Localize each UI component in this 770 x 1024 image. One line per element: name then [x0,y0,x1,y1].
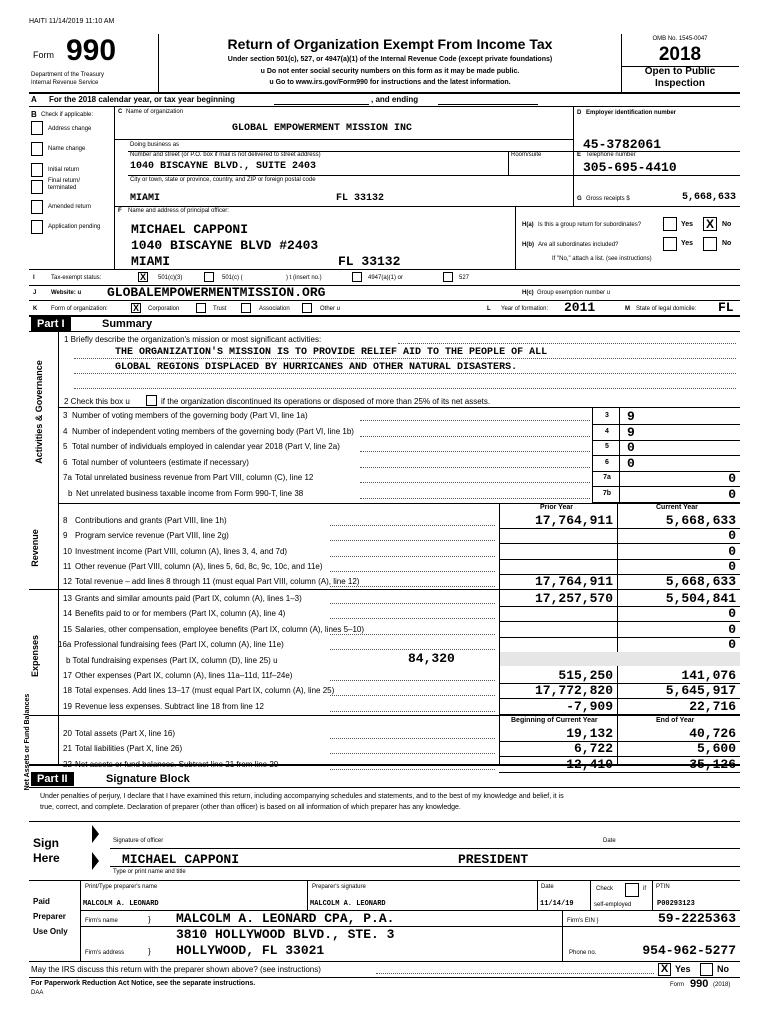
fin-line-number: 17 [63,671,72,680]
side-activities-governance: Activities & Governance [34,360,44,464]
state-zip: FL 33132 [336,193,385,204]
fin-row-rule [499,772,740,773]
gov-line-leader [360,482,590,483]
fin-line-leader [330,711,495,712]
fin-line-text: Benefits paid to or for members (Part IX, column (A), line 4) [75,609,286,619]
fin-line-number: 13 [63,594,72,603]
omb-number: OMB No. 1545-0047 [652,36,708,42]
prior-year-value: 17,257,570 [534,591,613,606]
tax-year: 2018 [658,44,702,65]
year-formation-value: 2011 [564,300,596,315]
gov-line-leader [360,467,590,468]
address-change-checkbox[interactable] [31,121,43,135]
other-org-checkbox[interactable] [302,303,312,313]
other-org-label: Other u [320,306,341,312]
year-formation-label: Year of formation: [501,306,549,312]
group-exemption-label: Group exemption number u [537,290,611,296]
corporation-label: Corporation [148,306,180,312]
preparer-name: MALCOLM A. LEONARD [83,900,159,908]
preparer-sig-label: Preparer's signature [312,884,366,890]
fin-line-text: Salaries, other compensation, employee benefits (Part IX, column (A), lines 5–10) [75,624,365,634]
officer-state-zip: FL 33132 [338,254,401,269]
association-checkbox[interactable] [241,303,251,313]
firm-address-label: Firm's address [85,950,125,956]
ptin-label: PTIN [656,884,670,890]
open-public-2: Inspection [654,78,705,89]
fin-line-leader [330,649,495,650]
address-change-label: Address change [48,126,92,132]
name-change-checkbox[interactable] [31,142,43,156]
officer-signature-label: Signature of officer [113,838,164,844]
insert-no-label: ) t (insert no.) [286,275,322,281]
gov-line-text: Total number of volunteers (estimate if necessary) [72,458,249,467]
fin-line-number: 12 [63,577,72,587]
fin-line-leader [330,753,495,754]
footer-form-number: 990 [690,978,709,990]
firm-name-brace: } [148,915,151,924]
gov-line-value: 0 [627,456,635,471]
gov-line-box-label: 3 [605,412,609,419]
trust-label: Trust [213,306,227,312]
gov-line-box-label: 5 [605,443,609,450]
line-m-label: M [625,306,630,312]
dept-treasury: Department of the Treasury [31,72,105,78]
org-name-label: Name of organization [126,109,184,115]
website-value[interactable]: GLOBALEMPOWERMENTMISSION.ORG [107,285,326,300]
ein-value: 45-3782061 [583,137,662,152]
line-i-label: I [33,275,35,281]
501c-checkbox[interactable] [204,272,214,282]
prior-year-value: 515,250 [558,668,613,683]
fin-line-number: 19 [63,701,72,711]
gov-line-value: 0 [728,487,736,502]
hb-label: H(b) [522,242,534,248]
mission-line-2: GLOBAL REGIONS DISPLACED BY HURRICANES AND OTHER NATURAL DISASTERS. [115,362,518,373]
header-divider-left [158,34,159,92]
prior-year-value: -7,909 [566,698,613,714]
gov-line-text: Number of independent voting members of the governing body (Part VI, line 1b) [72,427,354,436]
fin-line-text: Total revenue – add lines 8 through 11 (must equal Part VIII, column (A), line 12) [75,577,360,587]
fin-line-text: Other expenses (Part IX, column (A), lines 11a–11d, 11f–24e) [75,671,293,680]
initial-return-checkbox[interactable] [31,163,43,177]
gov-line-number: 5 [63,442,68,451]
firm-ein-label: Firm's EIN } [567,918,599,924]
fin-line-number: 15 [63,624,72,634]
fin-line-leader [330,738,495,739]
fin-line-text: Program service revenue (Part VIII, line 2g) [75,531,229,541]
here-label: Here [33,851,60,865]
domicile-value: FL [718,300,734,315]
preparer-label: Preparer [33,912,66,921]
gov-line-box-label: 7b [602,490,612,497]
association-label: Association [259,306,290,312]
penalty-text-2: true, correct, and complete. Declaration of preparer (other than officer) is based on all information of which preparer has any knowledge. [40,804,461,811]
line16b-text: b Total fundraising expenses (Part IX, column (D), line 25) u [66,656,278,665]
fin-line-number: 16a [58,639,72,649]
penalty-text-1: Under penalties of perjury, I declare that I have examined this return, including accompanying schedules and statements, and to the best of my knowledge and belief, it is [40,793,564,800]
paid-label: Paid [33,897,50,906]
line1-text: 1 Briefly describe the organization's mission or most significant activities: [64,335,322,344]
prior-year-value: 12,410 [566,756,613,772]
type-name-title-label: Type or print name and title [113,869,186,875]
fin-line-leader [330,603,495,604]
hb-yes-checkbox[interactable] [663,237,677,251]
print-stamp: HAITI 11/14/2019 11:10 AM [29,18,115,25]
gov-line-leader [360,436,590,437]
fin-line-text: Professional fundraising fees (Part IX, column (A), line 11e) [74,639,284,649]
form-title: Return of Organization Exempt From Income Tax [227,36,553,52]
mission-line-1: THE ORGANIZATION'S MISSION IS TO PROVIDE RELIEF AID TO THE PEOPLE OF ALL [115,347,548,358]
g-label: G [577,196,582,202]
fin-line-text: Contributions and grants (Part VIII, line 1h) [75,516,227,525]
if-label: if [643,886,646,892]
501c-label: 501(c) ( [222,275,243,281]
discuss-yes-label: Yes [675,964,691,974]
form-of-org-label: Form of organization: [51,306,108,312]
preparer-date: 11/14/19 [540,900,574,908]
gov-line-number: 6 [63,458,68,467]
footer-form-year: (2018) [713,982,731,988]
paperwork-notice: For Paperwork Reduction Act Notice, see the separate instructions. [31,980,256,987]
ha-label: H(a) [522,222,534,228]
prior-year-value: 17,764,911 [534,574,613,590]
line-a-text: For the 2018 calendar year, or tax year beginning [49,95,235,104]
prior-year-value: 19,132 [566,726,613,741]
line2-text-b: if the organization discontinued its operations or disposed of more than 25% of its net assets. [161,397,491,406]
current-year-value: 40,726 [689,726,736,741]
fin-line-text: Revenue less expenses. Subtract line 18 from line 12 [75,701,264,711]
current-year-value: 5,645,917 [665,683,736,699]
street-label: Number and street (or P.O. box if mail is not delivered to street address) [130,152,321,158]
side-revenue: Revenue [30,529,40,567]
line-j-label: J [33,290,37,296]
prior-year-value: 17,772,820 [534,683,613,699]
e-label: E [577,152,582,158]
end-year-header: End of Year [656,717,695,724]
officer-signature-line[interactable] [110,848,740,849]
current-year-value: 5,668,633 [665,574,736,590]
current-year-value: 5,600 [696,741,736,757]
discuss-question: May the IRS discuss this return with the preparer shown above? (see instructions) [31,965,321,974]
current-year-value: 22,716 [689,698,736,714]
part1-title: Summary [102,318,153,330]
gov-line-box-label: 6 [605,459,609,466]
final-return-checkbox[interactable] [31,180,43,194]
amended-return-label: Amended return [48,204,92,210]
current-year-value: 5,668,633 [665,513,736,528]
fin-line-leader [330,695,495,696]
fin-line-leader [330,556,495,557]
gov-box-divider [592,407,593,503]
preparer-date-label: Date [541,884,554,890]
fin-line-number: 9 [63,531,68,541]
revenue-section-rule [29,589,740,590]
gov-line-number: b [68,489,73,498]
hc-label: H(c) [522,290,534,296]
footer-form-word: Form [670,982,684,988]
prior-year-value: 17,764,911 [534,513,613,528]
hb-note: If "No," attach a list. (see instructions) [552,256,652,262]
application-pending-label: Application pending [48,224,101,230]
ha-question: Is this a group return for subordinates? [538,222,642,228]
fin-line-leader [330,571,495,572]
room-suite-label: Room/suite [511,152,542,158]
firm-name: MALCOLM A. LEONARD CPA, P.A. [176,911,395,926]
final-return-label: Final return/ terminated [48,178,81,191]
current-year-value: 5,504,841 [665,591,736,606]
gov-line-box-label: 7a [603,474,611,481]
gov-line-value: 9 [627,409,635,424]
current-year-value: 141,076 [681,668,736,683]
fin-line-text: Other revenue (Part VIII, column (A), lines 5, 6d, 8c, 9c, 10c, and 11e) [75,561,323,571]
hb-no-checkbox[interactable] [703,237,717,251]
firm-ein: 59-2225363 [657,911,736,926]
line-l-label: L [487,306,491,312]
hb-yes-label: Yes [681,240,694,247]
current-year-value: 0 [728,558,736,574]
city: MIAMI [130,193,161,204]
prior-year-value: 6,722 [573,741,613,757]
preparer-signature: MALCOLM A. LEONARD [310,900,386,908]
gov-box-divider [619,407,620,503]
discontinued-checkbox[interactable] [146,395,157,406]
officer-label: Name and address of principal officer: [128,208,229,214]
current-year-value: 0 [728,606,736,622]
officer-address: 1040 BISCAYNE BLVD #2403 [131,238,319,253]
line2-text: 2 Check this box u [64,397,130,406]
fin-line-leader [330,634,495,635]
ha-yes-label: Yes [681,221,694,228]
fin-line-number: 20 [63,729,72,738]
c-label: C [118,109,123,115]
side-expenses: Expenses [30,634,40,678]
4947-label: 4947(a)(1) or [368,275,404,281]
line16b-value: 84,320 [408,651,455,666]
ha-no-checkbox[interactable]: X [703,217,717,231]
gov-line-value: 0 [627,440,635,455]
gov-line-leader [360,498,590,499]
fin-line-number: 18 [63,686,72,696]
fin-line-leader [330,525,495,526]
preparer-ptin: P00293123 [657,900,695,908]
gov-line-text: Net unrelated business taxable income from Form 990-T, line 38 [76,489,304,498]
gov-line-number: 3 [63,411,68,420]
501c3-label: 501(c)(3) [158,275,183,281]
gov-line-number: 4 [63,427,68,436]
current-year-value: 0 [728,621,736,637]
d-label: D [577,110,582,116]
gov-line-number: 7a [63,473,72,482]
preparer-name-label: Print/Type preparer's name [85,884,158,890]
discuss-no-checkbox[interactable] [700,963,713,976]
current-year-value: 0 [728,543,736,559]
discuss-no-label: No [717,964,729,974]
current-year-header: Current Year [656,504,698,511]
gov-line-text: Total unrelated business revenue from Part VIII, column (C), line 12 [75,473,314,482]
street-address: 1040 BISCAYNE BLVD., SUITE 2403 [130,161,317,172]
side-net-assets: Net Assets or Fund Balances [24,693,31,791]
ha-no-label: No [722,221,732,228]
initial-return-label: Initial return [48,167,80,173]
form-number: 990 [66,34,117,67]
firm-address-2: HOLLYWOOD, FL 33021 [176,943,325,958]
expenses-section-rule [29,715,740,716]
firm-address-brace: } [148,947,151,956]
discuss-yes-checkbox[interactable]: X [658,963,671,976]
signer-name: MICHAEL CAPPONI [122,852,240,867]
gov-line-value: 9 [627,425,635,440]
self-employed-label: self-employed [594,902,632,908]
irs-url-note: u Go to www.irs.gov/Form990 for instructions and the latest information. [269,79,511,86]
prior-year-header: Prior Year [540,504,573,511]
gov-line-leader [360,420,590,421]
dba-label: Doing business as [130,142,180,148]
section-b-label: B [31,110,37,119]
part2-label: Part II [31,772,74,786]
gov-line-value: 0 [728,471,736,486]
form-word: Form [33,50,54,60]
sign-arrow-1 [92,825,99,843]
527-checkbox[interactable] [443,272,453,282]
fin-line-leader [330,769,495,770]
phone-value: 305-695-4410 [583,160,677,175]
check-label: Check [596,886,614,892]
fin-line-leader [330,586,495,587]
form-subtitle: Under section 501(c), 527, or 4947(a)(1) of the Internal Revenue Code (except private foundations) [227,56,553,63]
phone-label: Telephone number [586,152,636,158]
corporation-checkbox[interactable]: X [132,303,139,313]
officer-city: MIAMI [131,254,171,269]
ein-label: Employer identification number [586,110,677,116]
hb-question: Are all subordinates included? [538,242,619,248]
fin-line-number: 21 [63,744,72,754]
sign-date-label: Date [603,838,616,844]
daa-label: DAA [31,990,44,996]
part2-title: Signature Block [106,773,190,785]
527-label: 527 [459,275,470,281]
current-year-value: 0 [728,636,736,652]
hb-no-label: No [722,240,732,247]
open-public-1: Open to Public [644,66,716,77]
fin-line-leader [330,618,495,619]
signer-title: PRESIDENT [458,852,529,867]
gov-row-rule [592,440,740,441]
firm-name-label: Firm's name [85,918,118,924]
firm-address-1: 3810 HOLLYWOOD BLVD., STE. 3 [176,927,395,942]
website-label: Website: u [51,290,82,296]
name-change-label: Name change [48,146,86,152]
current-year-value: 35,126 [689,756,736,772]
org-name: GLOBAL EMPOWERMENT MISSION INC [232,123,413,134]
gross-receipts-value: 5,668,633 [681,192,736,203]
501c3-checkbox[interactable]: X [139,272,146,282]
part1-label: Part I [31,317,71,331]
line-a-and-ending: , and ending [371,95,419,104]
line-a-label: A [31,95,37,104]
fin-line-leader [330,540,495,541]
gov-line-leader [360,451,590,452]
4947-checkbox[interactable] [352,272,362,282]
current-year-value: 0 [728,528,736,544]
officer-name: MICHAEL CAPPONI [131,222,249,237]
ssn-note: u Do not enter social security numbers on this form as it may be made public. [260,68,520,75]
gov-row-rule [592,455,740,456]
sign-label: Sign [33,836,59,850]
gov-line-text: Number of voting members of the governing body (Part VI, line 1a) [72,411,308,420]
fin-line-leader [330,680,495,681]
ha-yes-checkbox[interactable] [663,217,677,231]
fin-line-text: Grants and similar amounts paid (Part IX, column (A), lines 1–3) [75,594,302,603]
sign-arrow-2 [92,852,99,870]
fin-line-text: Total assets (Part X, line 16) [75,729,176,738]
gov-row-rule [592,424,740,425]
beg-year-header: Beginning of Current Year [511,717,598,724]
fin-line-number: 10 [63,546,72,556]
irs-name: Internal Revenue Service [31,80,99,86]
gov-line-text: Total number of individuals employed in calendar year 2018 (Part V, line 2a) [72,442,340,451]
fin-line-text: Investment income (Part VIII, column (A), lines 3, 4, and 7d) [75,546,288,556]
amended-return-checkbox[interactable] [31,200,43,214]
f-label: F [118,208,122,214]
use-only-label: Use Only [33,927,68,936]
fin-line-text: Total liabilities (Part X, line 26) [75,744,183,754]
city-label: City or town, state or province, country, and ZIP or foreign postal code [130,177,316,183]
fin-line-number: 8 [63,516,68,525]
line-k-label: K [33,306,38,312]
fin-line-number: 11 [63,561,72,571]
tax-exempt-status-label: Tax-exempt status: [51,275,102,281]
fin-line-text: Net assets or fund balances. Subtract line 21 from line 20 [75,759,279,769]
application-pending-checkbox[interactable] [31,220,43,234]
gross-receipts-label: Gross receipts $ [586,196,630,202]
header-divider-right [621,34,622,92]
domicile-label: State of legal domicile: [636,306,697,312]
gov-line-box-label: 4 [605,428,609,435]
fin-line-number: 22 [63,759,72,769]
self-employed-checkbox[interactable] [625,883,639,897]
fin-line-number: 14 [63,609,72,619]
phone-no-label: Phone no. [569,950,597,956]
check-applicable-label: Check if applicable: [41,112,94,118]
preparer-phone: 954-962-5277 [642,943,736,958]
fin-line-text: Total expenses. Add lines 13–17 (must equal Part IX, column (A), line 25) [75,686,335,696]
trust-checkbox[interactable] [196,303,206,313]
